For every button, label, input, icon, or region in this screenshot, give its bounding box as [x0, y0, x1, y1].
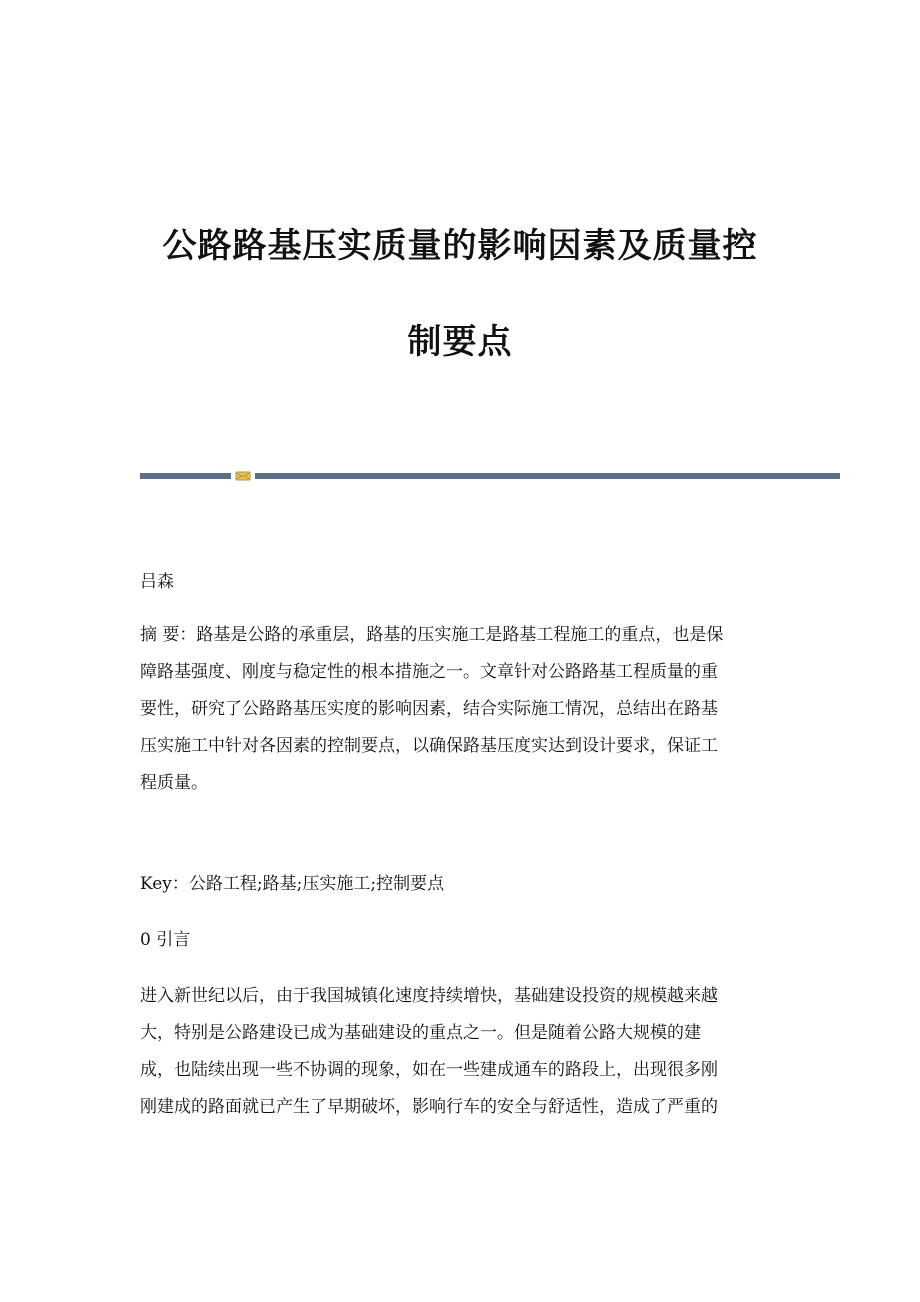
author-name: 吕森: [140, 572, 174, 592]
abstract-line: 障路基强度、刚度与稳定性的根本措施之一。文章针对公路路基工程质量的重: [140, 662, 718, 682]
divider-ornament-icon: [235, 470, 251, 482]
document-title-line-1: 公路路基压实质量的影响因素及质量控: [162, 226, 758, 266]
section-heading: 0 引言: [140, 930, 191, 950]
document-title-line-2: 制要点: [407, 322, 513, 362]
abstract-line: 程质量。: [140, 773, 208, 793]
body-line: 刚建成的路面就已产生了早期破坏，影响行车的安全与舒适性，造成了严重的: [140, 1097, 718, 1117]
body-paragraph: [140, 978, 780, 1126]
abstract-line: 要性，研究了公路路基压实度的影响因素，结合实际施工情况，总结出在路基: [140, 699, 718, 719]
title-divider: [140, 470, 840, 482]
abstract-line: 摘 要：路基是公路的承重层，路基的压实施工是路基工程施工的重点，也是保: [140, 625, 724, 645]
keywords-line: Key：公路工程;路基;压实施工;控制要点: [140, 874, 445, 894]
abstract-line: 压实施工中针对各因素的控制要点，以确保路基压度实达到设计要求，保证工: [140, 736, 718, 756]
body-line: 大，特别是公路建设已成为基础建设的重点之一。但是随着公路大规模的建: [140, 1023, 701, 1043]
body-line: 进入新世纪以后，由于我国城镇化速度持续增快，基础建设投资的规模越来越: [140, 986, 718, 1006]
divider-bar-right: [255, 473, 840, 479]
body-line: 成，也陆续出现一些不协调的现象，如在一些建成通车的路段上，出现很多刚: [140, 1060, 718, 1080]
divider-bar-left: [140, 473, 231, 479]
abstract-paragraph: [140, 617, 780, 802]
